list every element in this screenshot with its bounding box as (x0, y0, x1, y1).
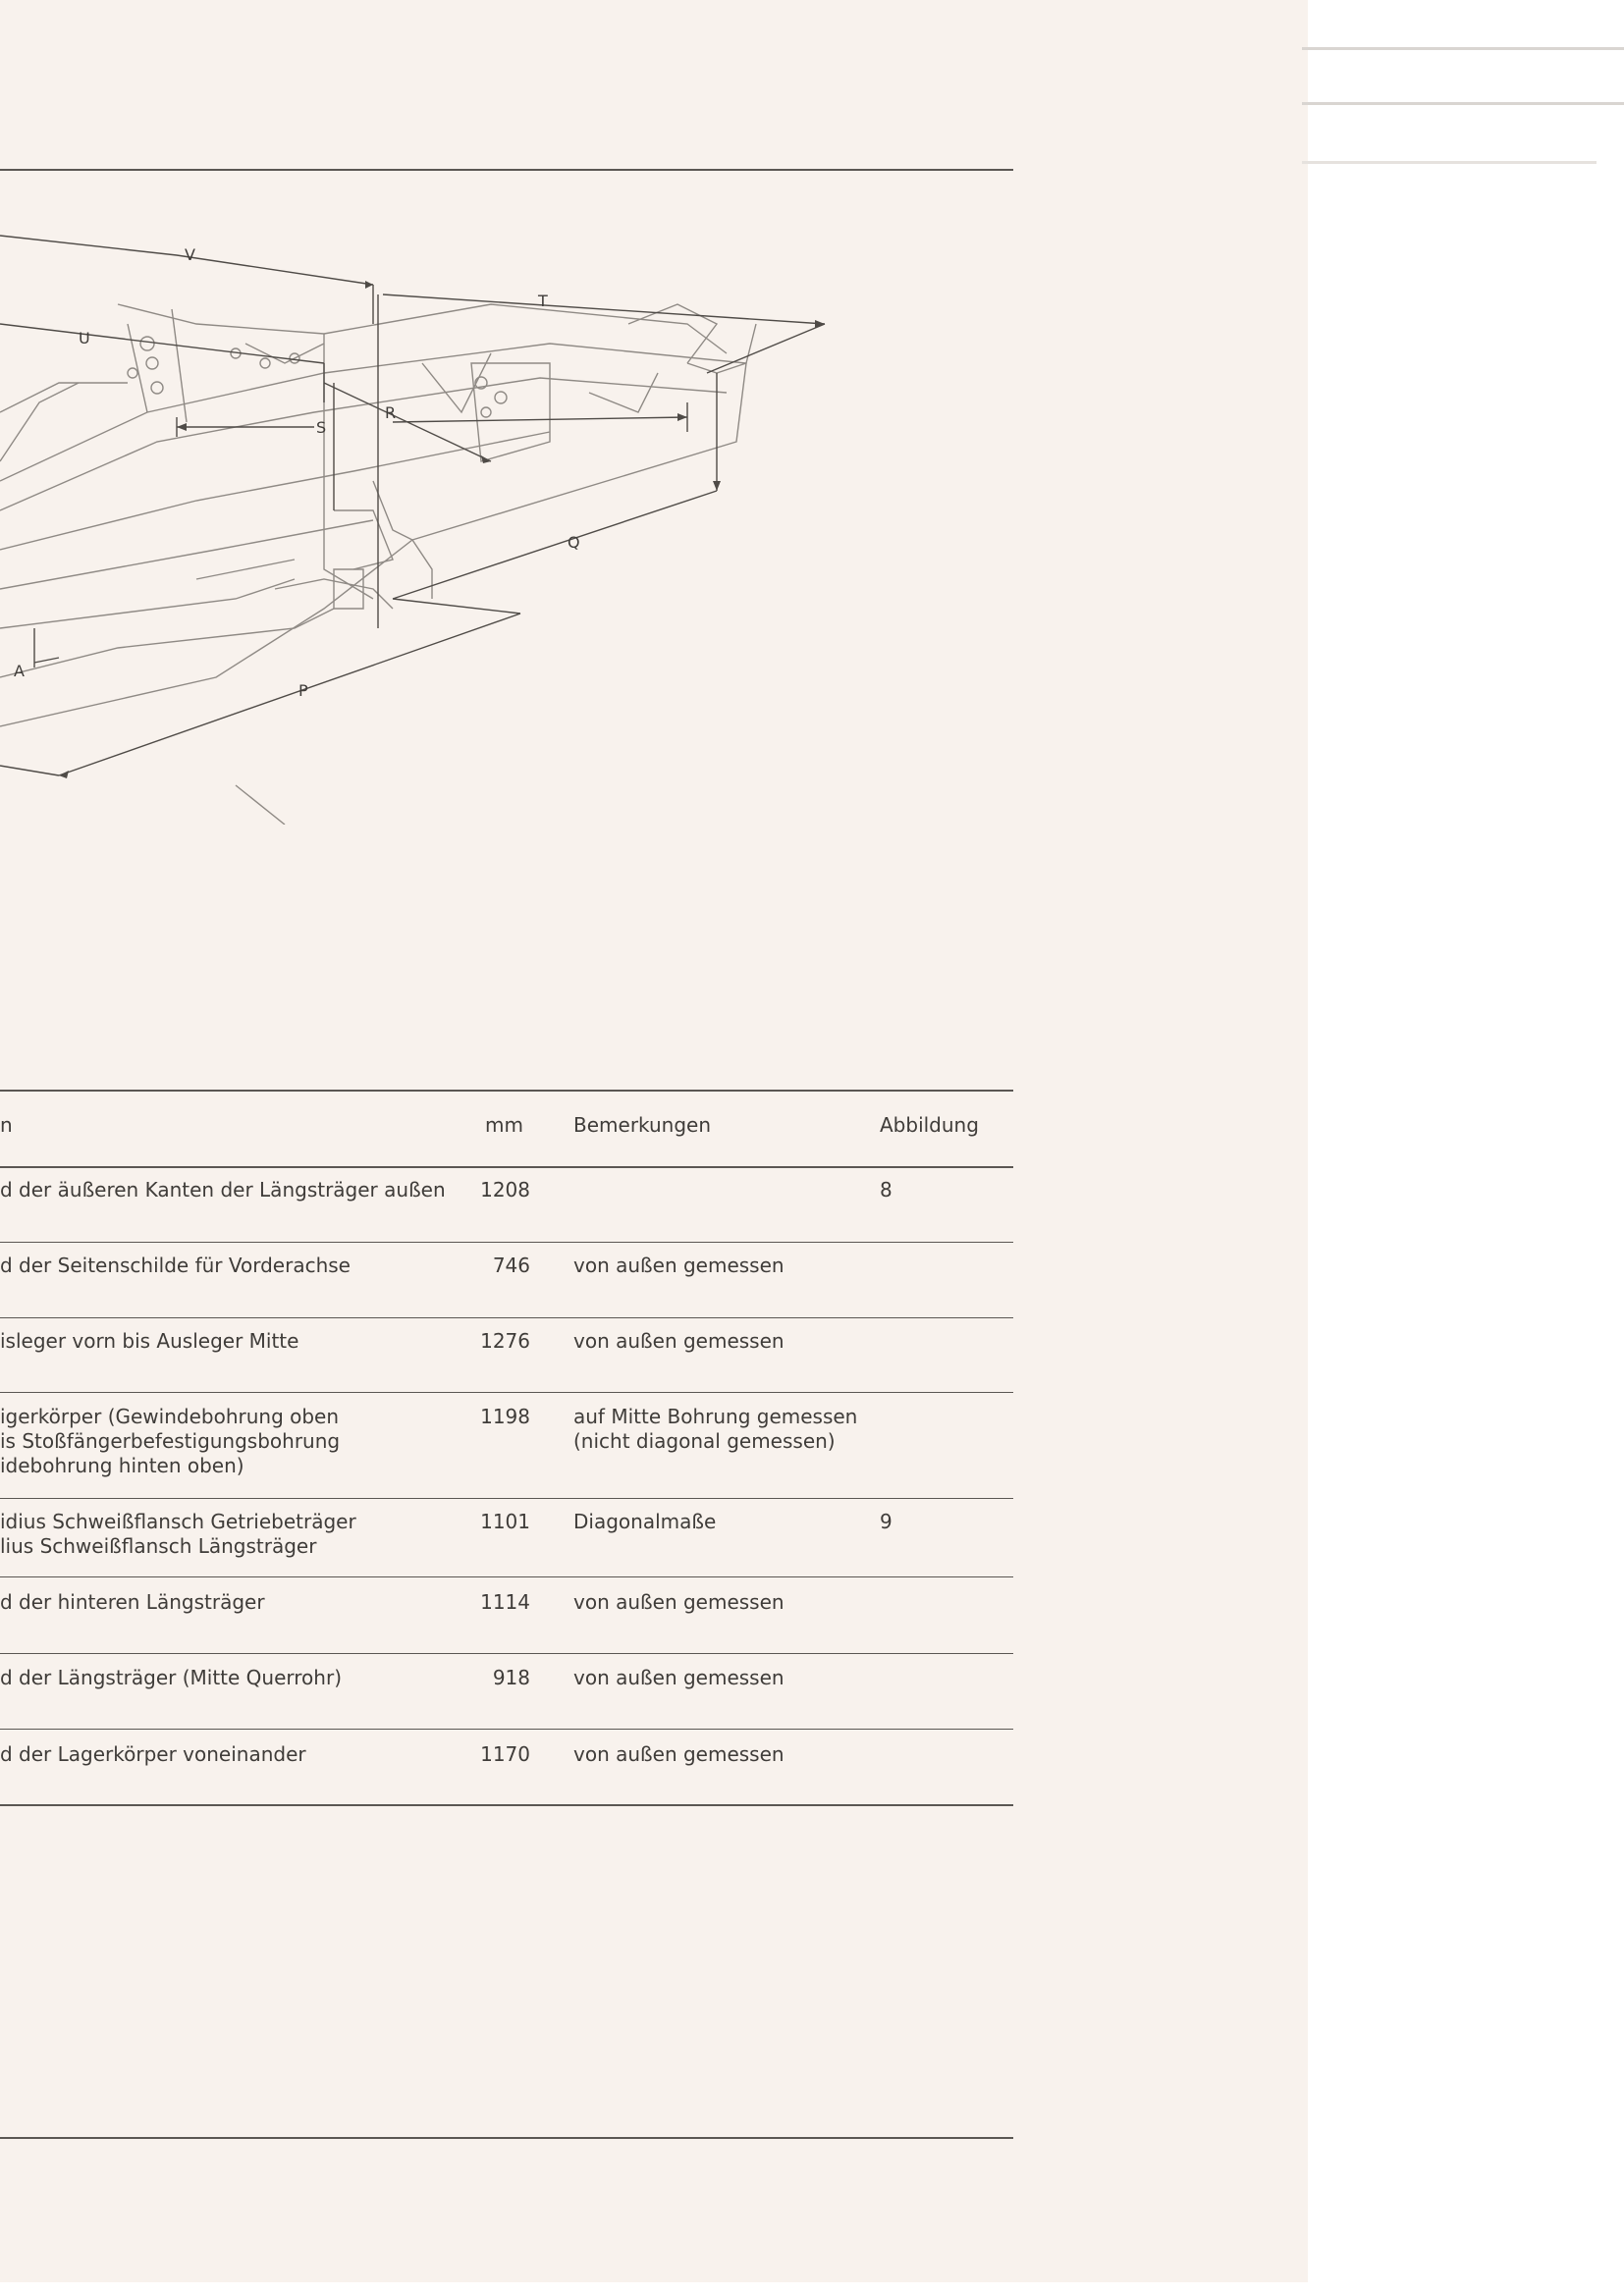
row-mm-value: 746 (492, 1254, 530, 1277)
row-description: idebohrung hinten oben) (0, 1454, 244, 1477)
dim-label-r: R (385, 403, 397, 422)
dim-label-a: A (14, 662, 25, 680)
row-remark: auf Mitte Bohrung gemessen (573, 1405, 858, 1428)
column-header-mm: mm (485, 1113, 523, 1137)
dim-label-p: P (298, 681, 308, 700)
row-remark: von außen gemessen (573, 1742, 785, 1766)
dim-label-s: S (316, 418, 327, 437)
dimension-arrowheads (59, 281, 825, 778)
row-mm-value: 1170 (480, 1742, 530, 1766)
row-mm-value: 1198 (480, 1405, 530, 1428)
table-bottom-rule (0, 1804, 1013, 1806)
column-header-figure: Abbildung (880, 1113, 979, 1137)
row-separator (0, 1317, 1013, 1318)
row-mm-value: 1114 (480, 1590, 530, 1614)
row-remark: von außen gemessen (573, 1666, 785, 1689)
dim-label-q: Q (568, 533, 580, 552)
row-description: d der hinteren Längsträger (0, 1590, 265, 1614)
page-edge-line (1302, 102, 1624, 105)
row-mm-value: 918 (492, 1666, 530, 1689)
row-description: isleger vorn bis Ausleger Mitte (0, 1329, 299, 1353)
row-separator (0, 1576, 1013, 1577)
row-remark: (nicht diagonal gemessen) (573, 1429, 836, 1453)
row-figure: 9 (880, 1510, 893, 1533)
row-separator (0, 1498, 1013, 1499)
row-remark: von außen gemessen (573, 1329, 785, 1353)
row-description: d der Seitenschilde für Vorderachse (0, 1254, 351, 1277)
row-figure: 8 (880, 1178, 893, 1201)
row-separator (0, 1653, 1013, 1654)
row-remark: Diagonalmaße (573, 1510, 717, 1533)
table-header-rule (0, 1166, 1013, 1168)
row-description: lius Schweißflansch Längsträger (0, 1534, 317, 1558)
column-header-remarks: Bemerkungen (573, 1113, 712, 1137)
row-description: is Stoßfängerbefestigungsbohrung (0, 1429, 341, 1453)
row-separator (0, 1242, 1013, 1243)
dimension-letters (14, 245, 580, 700)
row-description: d der äußeren Kanten der Längsträger außen (0, 1178, 446, 1201)
dim-label-u: U (79, 329, 90, 347)
row-description: d der Längsträger (Mitte Querrohr) (0, 1666, 342, 1689)
row-mm-value: 1101 (480, 1510, 530, 1533)
row-mm-value: 1208 (480, 1178, 530, 1201)
row-description: igerkörper (Gewindebohrung oben (0, 1405, 340, 1428)
row-description: d der Lagerkörper voneinander (0, 1742, 306, 1766)
column-header-description: n (0, 1113, 13, 1137)
page-edge-line (1302, 47, 1624, 50)
row-remark: von außen gemessen (573, 1590, 785, 1614)
row-description: idius Schweißflansch Getriebeträger (0, 1510, 356, 1533)
dim-label-t: T (538, 292, 548, 310)
row-separator (0, 1392, 1013, 1393)
bottom-rule (0, 2137, 1013, 2139)
row-separator (0, 1729, 1013, 1730)
dim-label-v: V (185, 245, 195, 264)
top-rule (0, 169, 1013, 171)
row-remark: von außen gemessen (573, 1254, 785, 1277)
page-edge-line (1302, 161, 1597, 164)
row-mm-value: 1276 (480, 1329, 530, 1353)
table-top-rule (0, 1090, 1013, 1092)
chassis-frame-diagram (0, 216, 884, 825)
